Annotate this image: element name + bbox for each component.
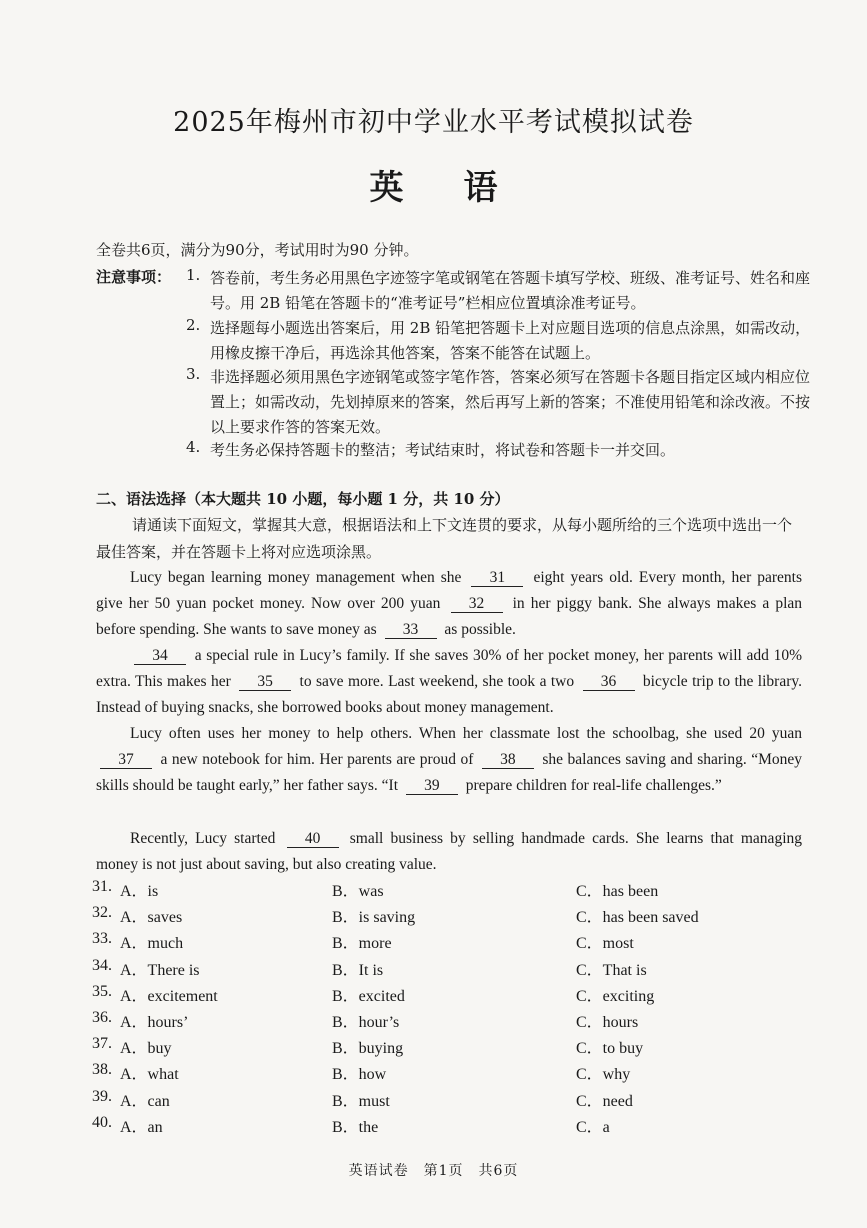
option-c: C．a	[576, 1118, 610, 1136]
passage-text: eight years old. Every month, her parents give her 50 yuan pocket money. Now over 200 yuan	[96, 569, 803, 612]
option-c: C．has been saved	[576, 909, 699, 927]
blank-34: 34	[134, 647, 186, 665]
note-number: 4.	[186, 438, 201, 456]
passage-paragraph-1	[96, 565, 802, 643]
blank-32: 32	[451, 595, 503, 613]
option-a: A．excitement	[120, 987, 218, 1005]
blank-39: 39	[406, 777, 458, 795]
option-c: C．exciting	[576, 987, 655, 1005]
question-number: 37.	[92, 1035, 112, 1053]
blank-31: 31	[471, 569, 523, 587]
option-c: C．to buy	[576, 1040, 644, 1058]
passage-paragraph-3	[96, 721, 802, 799]
option-a: A．buy	[120, 1040, 172, 1058]
note-text: 选择题每小题选出答案后，用 2B 铅笔把答题卡上对应题目选项的信息点涂黑，如需改动，用橡皮擦干净后，再选涂其他答案，答案不能答在试题上。	[210, 319, 811, 362]
option-c: C．most	[576, 935, 634, 953]
question-number: 35.	[92, 982, 112, 1000]
page-title: 2025年梅州市初中学业水平考试模拟试卷	[173, 107, 694, 138]
question-number: 39.	[92, 1087, 112, 1105]
option-b: B．more	[332, 935, 392, 953]
option-b: B．must	[332, 1092, 390, 1110]
passage-text: a special rule in Lucy’s family. If she saves 30% of her pocket money, her parents will add 10% extra. This makes her	[96, 647, 802, 690]
note-number: 2.	[186, 316, 201, 334]
blank-40: 40	[287, 830, 339, 848]
option-row-37	[92, 1035, 812, 1061]
passage-text: Lucy began learning money management when she	[130, 569, 462, 586]
blank-36: 36	[583, 673, 635, 691]
page-footer: 英语试卷 第1页 共6页	[348, 1163, 519, 1179]
option-a: A．There is	[120, 961, 200, 979]
option-row-32	[92, 904, 812, 930]
section-instruction: 请通读下面短文，掌握其大意，根据语法和上下文连贯的要求，从每小题所给的三个选项中选出一个最佳答案，并在答题卡上将对应选项涂黑。	[96, 516, 793, 561]
option-c: C．why	[576, 1066, 631, 1084]
option-b: B．hour’s	[332, 1013, 400, 1031]
passage-text: small business by selling handmade cards. She learns that managing money is not just about saving, but also creating value.	[96, 830, 802, 873]
option-c: C．has been	[576, 883, 659, 900]
blank-35: 35	[239, 673, 291, 691]
section-heading: 二、语法选择（本大题共 10 小题，每小题 1 分，共 10 分）	[96, 490, 510, 508]
option-row-34	[92, 957, 812, 983]
question-number: 38.	[92, 1061, 112, 1079]
question-number: 34.	[92, 956, 112, 974]
option-a: A．what	[120, 1066, 179, 1084]
option-a: A．can	[120, 1092, 170, 1110]
option-c: C．hours	[576, 1013, 639, 1031]
option-row-31	[92, 878, 812, 904]
blank-37: 37	[100, 751, 152, 769]
option-row-36	[92, 1009, 812, 1035]
passage-paragraph-2	[96, 643, 802, 721]
option-row-39	[92, 1088, 812, 1114]
note-number: 3.	[186, 365, 201, 383]
option-c: C．That is	[576, 961, 647, 979]
options-list	[92, 878, 812, 1140]
passage-text: as possible.	[444, 621, 516, 638]
question-number: 40.	[92, 1113, 112, 1131]
option-row-35	[92, 983, 812, 1009]
option-b: B．the	[332, 1118, 379, 1136]
question-number: 32.	[92, 904, 112, 922]
option-a: A．much	[120, 935, 184, 953]
note-text: 答卷前，考生务必用黑色字迹签字笔或钢笔在答题卡填写学校、班级、准考证号、姓名和座号。用 2B 铅笔在答题卡的“准考证号”栏相应位置填涂准考证号。	[210, 269, 811, 312]
option-a: A．an	[120, 1118, 163, 1136]
note-text: 非选择题必须用黑色字迹钢笔或签字笔作答，答案必须写在答题卡各题目指定区域内相应位置上；如需改动，先划掉原来的答案，然后再写上新的答案；不准使用铅笔和涂改液。不按以上要求作答的答案无效。	[210, 368, 811, 436]
passage-text: Lucy often uses her money to help others. When her classmate lost the schoolbag, she used 20 yuan	[130, 725, 802, 742]
notes-label: 注意事项：	[96, 268, 172, 286]
option-b: B．was	[332, 883, 384, 900]
option-b: B．excited	[332, 987, 405, 1005]
question-number: 31.	[92, 878, 112, 895]
note-number: 1.	[186, 266, 201, 284]
passage-text: a new notebook for him. Her parents are proud of	[160, 751, 474, 768]
question-number: 36.	[92, 1008, 112, 1026]
note-text: 考生务必保持答题卡的整洁；考试结束时，将试卷和答题卡一并交回。	[210, 441, 676, 459]
option-b: B．buying	[332, 1040, 404, 1058]
option-row-40	[92, 1114, 812, 1140]
option-b: B．It is	[332, 961, 384, 979]
option-c: C．need	[576, 1092, 633, 1110]
passage-text: bicycle trip to the library. Instead of buying snacks, she borrowed books about money management.	[96, 673, 802, 716]
option-a: A．saves	[120, 909, 183, 927]
blank-33: 33	[385, 621, 437, 639]
passage-paragraph-4	[96, 826, 802, 878]
question-number: 33.	[92, 930, 112, 948]
passage-text: in her piggy bank. She always makes a plan before spending. She wants to save money as	[96, 595, 803, 638]
passage-text: prepare children for real-life challenges.”	[465, 777, 722, 794]
passage-text: to save more. Last weekend, she took a two	[299, 673, 575, 690]
option-a: A．hours’	[120, 1013, 189, 1031]
passage-text: she balances saving and sharing. “Money skills should be taught early,” her father says. “It	[96, 751, 803, 794]
option-b: B．is saving	[332, 909, 416, 927]
option-a: A．is	[120, 883, 159, 900]
option-b: B．how	[332, 1066, 387, 1084]
passage-text: Recently, Lucy started	[130, 830, 276, 847]
option-row-38	[92, 1061, 812, 1087]
option-row-33	[92, 930, 812, 956]
subject-title: 英语	[369, 168, 558, 208]
exam-info: 全卷共6页，满分为90分，考试用时为90 分钟。	[96, 241, 419, 259]
blank-38: 38	[482, 751, 534, 769]
